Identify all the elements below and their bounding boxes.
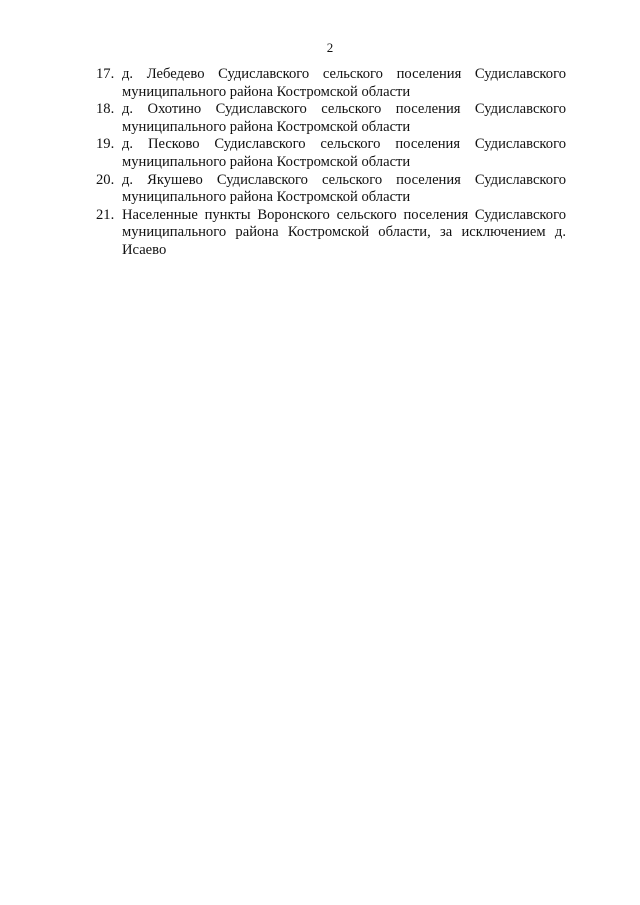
list-item bbox=[96, 207, 566, 260]
list-item bbox=[96, 66, 566, 101]
list-item-text: д. Лебедево Судиславского сельского поселения Судиславского муниципального района Костромской области bbox=[122, 66, 566, 100]
list-item-text: д. Песково Судиславского сельского поселения Судиславского муниципального района Костромской области bbox=[122, 136, 566, 170]
list-item bbox=[96, 101, 566, 136]
list-item-number: 21. bbox=[96, 206, 115, 223]
list-item-number: 17. bbox=[96, 66, 115, 82]
settlement-list bbox=[96, 66, 566, 260]
list-item bbox=[96, 172, 566, 207]
list-item-text: Населенные пункты Воронского сельского поселения Судиславского муниципального района Костромской области, за исключением д. Исаево bbox=[122, 206, 566, 258]
page-number: 2 bbox=[326, 40, 334, 55]
list-item-text: д. Охотино Судиславского сельского поселения Судиславского муниципального района Костромской области bbox=[122, 101, 566, 135]
list-item-number: 18. bbox=[96, 101, 115, 118]
list-item-text: д. Якушево Судиславского сельского поселения Судиславского муниципального района Костромской области bbox=[122, 171, 566, 206]
list-item-number: 20. bbox=[96, 171, 115, 188]
list-item-number: 19. bbox=[96, 136, 115, 153]
list-item bbox=[96, 136, 566, 171]
